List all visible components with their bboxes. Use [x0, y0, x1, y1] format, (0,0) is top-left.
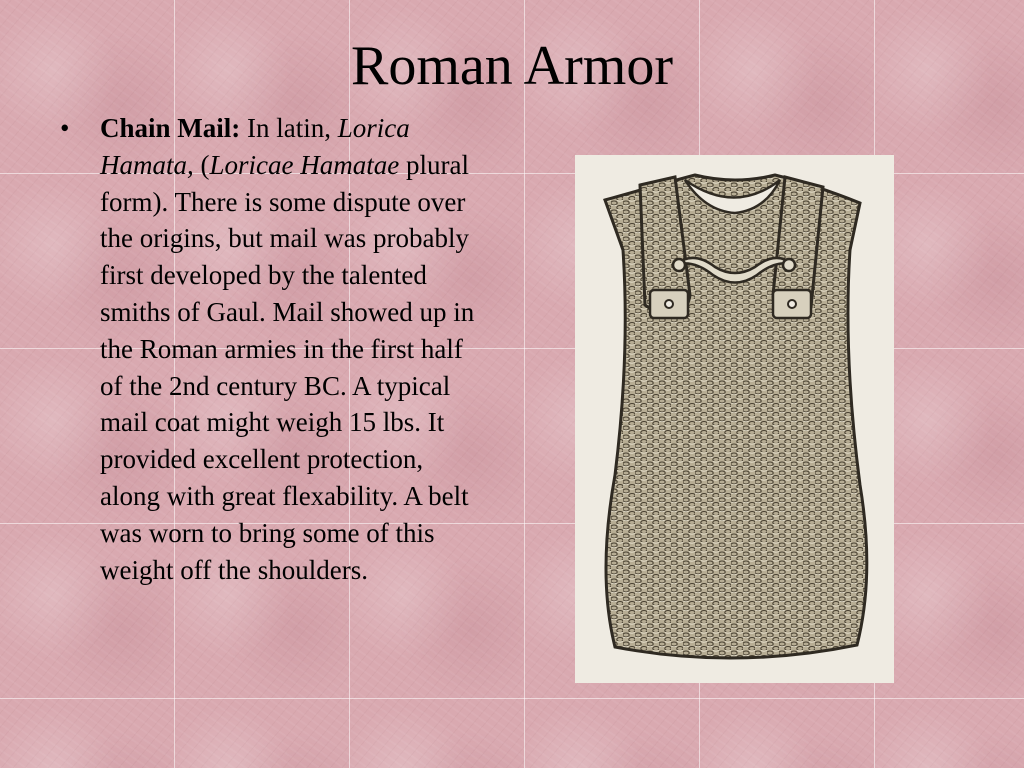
latin-name: Lorica Hamata, — [100, 113, 410, 180]
clasp-knob-right — [783, 259, 795, 271]
term-chain-mail: Chain Mail: — [100, 113, 241, 143]
flap-rivet-right — [788, 300, 796, 308]
bullet-marker: • — [60, 113, 70, 143]
slide-body — [52, 110, 482, 588]
slide-title: Roman Armor — [351, 35, 673, 97]
latin-intro-text: In latin, — [240, 113, 338, 143]
chain-mail-image — [575, 155, 894, 683]
description-text: plural form). There is some dispute over the origins, but mail was probably first developed by the talented smiths of Gaul. Mail showed up in the Roman armies in the first half of the 2nd century BC. A typical mail coat might weigh 15 lbs. It provided excellent protection, along with great flexability. A belt was worn to bring some of this weight off the shoulders. — [100, 149, 475, 585]
bullet-item-chain-mail — [52, 110, 482, 588]
paren-open: ( — [193, 149, 210, 180]
flap-rivet-left — [665, 300, 673, 308]
chain-mail-tunic-drawing — [575, 155, 894, 683]
clasp-knob-left — [673, 259, 685, 271]
latin-plural-name: Loricae Hamatae — [209, 149, 400, 180]
